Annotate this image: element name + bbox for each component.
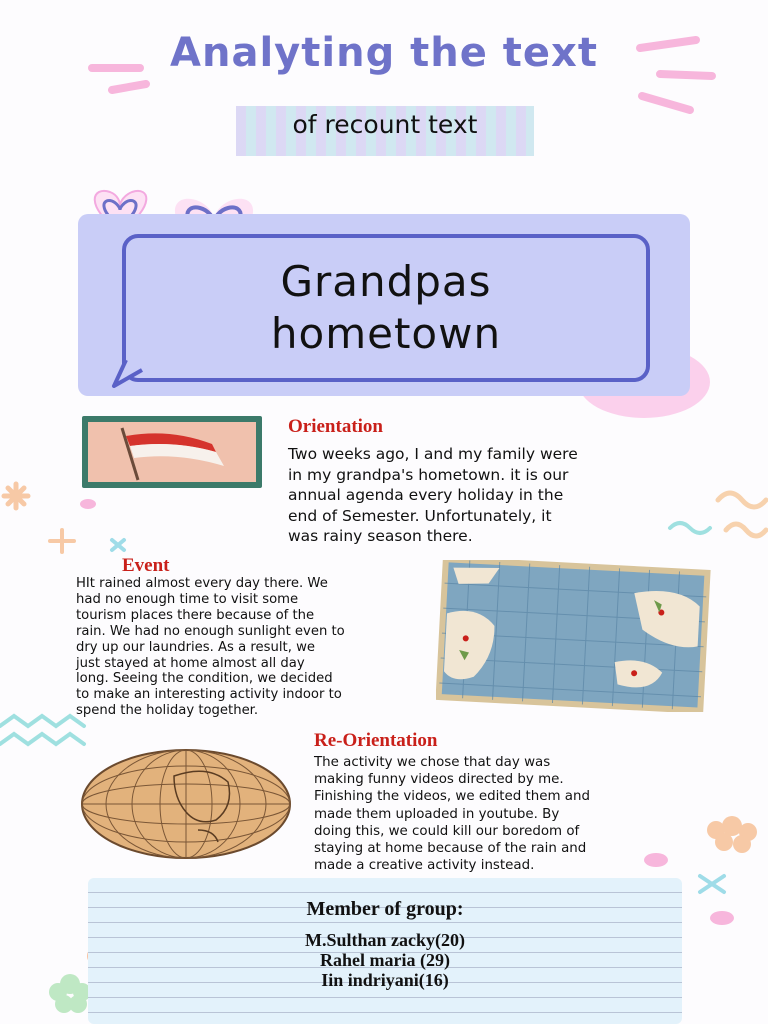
page-subtitle: of recount text bbox=[292, 110, 478, 139]
orientation-line: was rainy season there. bbox=[288, 527, 473, 545]
squiggle-icon bbox=[718, 493, 766, 536]
orientation-heading: Orientation bbox=[288, 416, 383, 437]
flag-stamp-image bbox=[80, 414, 264, 490]
event-line: rain. We had no enough sunlight even to bbox=[76, 623, 345, 639]
orientation-line: end of Semester. Unfortunately, it bbox=[288, 506, 552, 525]
event-line: spend the holiday together. bbox=[76, 703, 259, 719]
member-name: M.Sulthan zacky(20) bbox=[304, 930, 465, 950]
flower-icon bbox=[49, 974, 91, 1013]
sparkle-icon bbox=[4, 484, 28, 508]
reorientation-line: made a creative activity instead. bbox=[314, 858, 535, 874]
flower-icon bbox=[707, 816, 757, 853]
member-name: Rahel maria (29) bbox=[320, 950, 450, 970]
reorientation-heading: Re-Orientation bbox=[314, 730, 438, 751]
event-line: to make an interesting activity indoor to bbox=[76, 687, 342, 703]
member-title: Member of group: bbox=[306, 898, 464, 920]
globe-image bbox=[78, 746, 296, 862]
event-line: just stayed at home almost all day bbox=[76, 655, 305, 671]
story-title-line1: Grandpas bbox=[280, 257, 492, 306]
event-heading: Event bbox=[122, 555, 170, 576]
event-text bbox=[76, 576, 446, 719]
sparkle-icon bbox=[50, 530, 74, 552]
reorientation-text bbox=[314, 754, 710, 874]
event-line: dry up our laundries. As a result, we bbox=[76, 639, 315, 655]
story-title-line2: hometown bbox=[270, 309, 502, 358]
orientation-line: Two weeks ago, I and my family were bbox=[288, 445, 578, 463]
page-title: Analyting the text bbox=[170, 30, 598, 76]
orientation-text bbox=[288, 444, 698, 547]
reorientation-line: made them uploaded in youtube. By bbox=[314, 806, 560, 822]
orientation-line: annual agenda every holiday in the bbox=[288, 486, 564, 504]
reorientation-line: making funny videos directed by me. bbox=[314, 772, 564, 788]
speech-tail-icon bbox=[110, 360, 150, 394]
reorientation-line: doing this, we could kill our boredom of bbox=[314, 823, 580, 839]
event-line: tourism places there because of the bbox=[76, 607, 315, 623]
orientation-line: in my grandpa's hometown. it is our bbox=[288, 465, 569, 484]
world-map-image bbox=[436, 560, 712, 712]
story-title bbox=[122, 256, 650, 360]
reorientation-line: staying at home because of the rain and bbox=[314, 841, 587, 857]
member-name: Iin indriyani(16) bbox=[321, 970, 449, 990]
event-line: long. Seeing the condition, we decided bbox=[76, 671, 333, 687]
reorientation-line: The activity we chose that day was bbox=[314, 755, 551, 770]
reorientation-line: Finishing the videos, we edited them and bbox=[314, 789, 590, 805]
event-line: HIt rained almost every day there. We bbox=[76, 576, 328, 591]
event-line: had no enough time to visit some bbox=[76, 591, 299, 607]
